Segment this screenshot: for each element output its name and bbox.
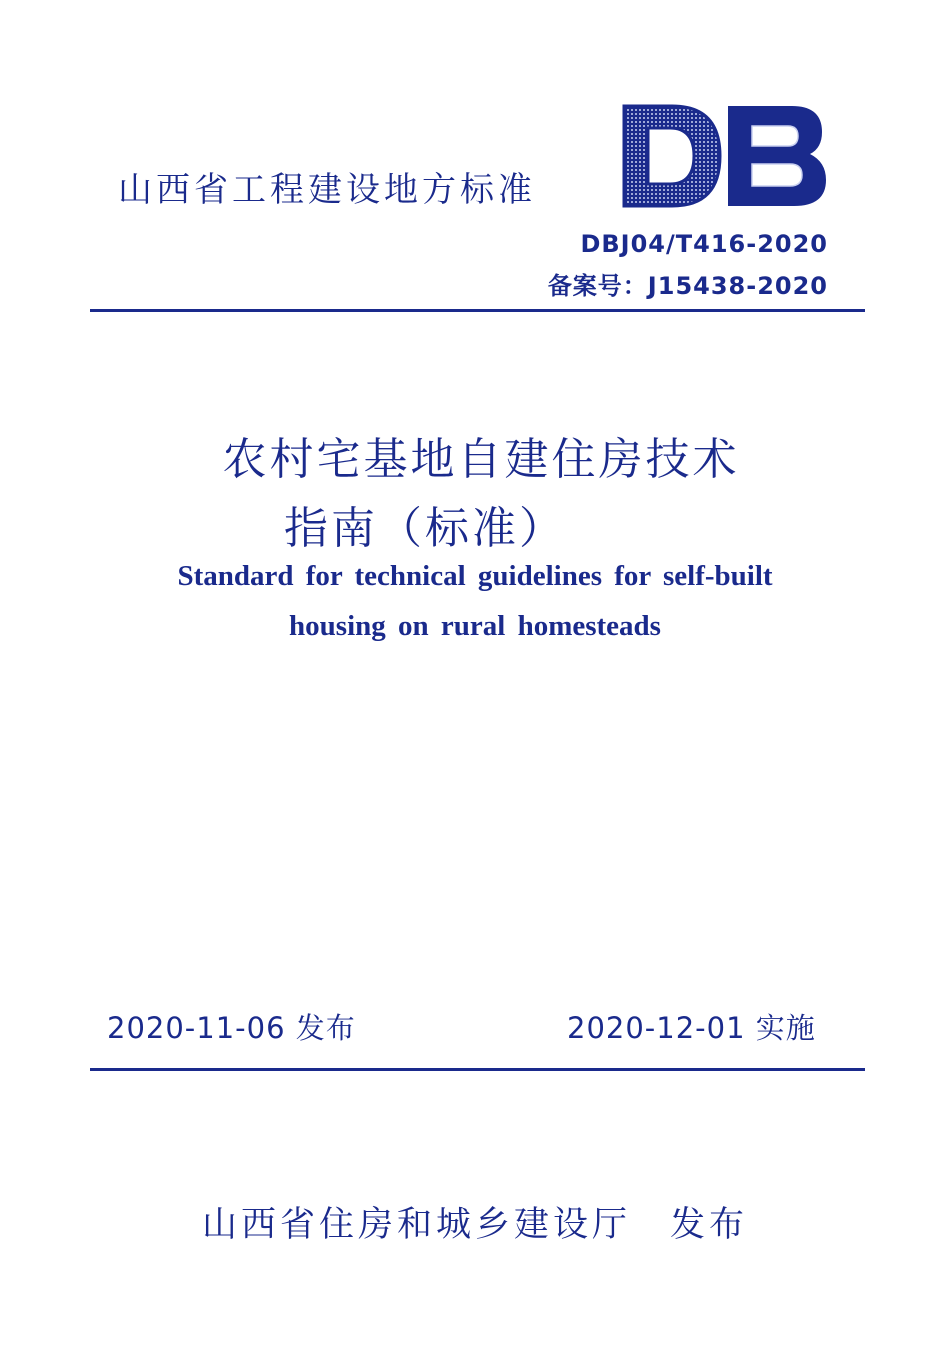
db-logo: [622, 104, 828, 208]
issue-date: 2020-11-06 发布: [107, 1011, 356, 1045]
title-en-line-1: Standard for technical guidelines for self-built: [177, 560, 773, 592]
title-en-line-2: housing on rural homesteads: [289, 610, 661, 642]
top-divider: [90, 309, 865, 312]
publisher: 山西省住房和城乡建设厅 发布: [201, 1205, 748, 1245]
implementation-date: 2020-12-01 实施: [567, 1011, 816, 1045]
standard-number: DBJ04/T416-2020: [580, 230, 828, 258]
bottom-divider: [90, 1068, 865, 1071]
record-number: 备案号：J15438-2020: [547, 272, 828, 300]
title-zh-line-2: 指南（标准）: [284, 503, 566, 554]
title-zh-line-1: 农村宅基地自建住房技术: [222, 434, 740, 485]
series-label: 山西省工程建设地方标准: [118, 170, 536, 210]
